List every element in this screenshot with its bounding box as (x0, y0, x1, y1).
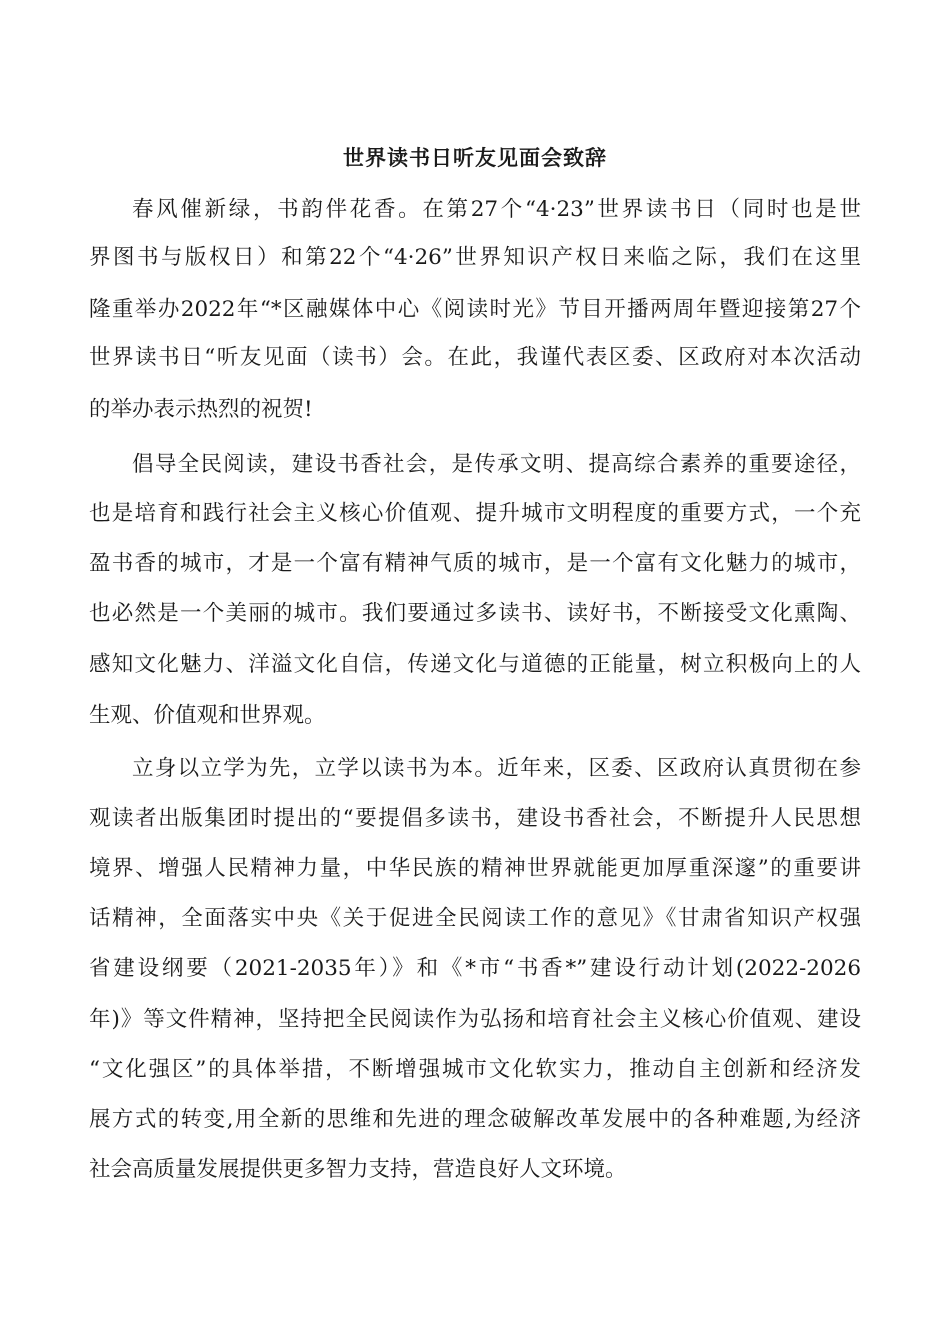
document-title: 世界读书日听友见面会致辞 (343, 145, 607, 170)
paragraph-3-line-2: 观读者出版集团时提出的“要提倡多读书，建设书香社会，不断提升人民思想 (89, 806, 861, 831)
paragraph-3-line-9: 社会高质量发展提供更多智力支持，营造良好人文环境。 (89, 1157, 627, 1182)
paragraph-3-line-4: 话精神，全面落实中央《关于促进全民阅读工作的意见》《甘肃省知识产权强 (89, 906, 861, 931)
paragraph-2-line-2: 也是培育和践行社会主义核心价值观、提升城市文明程度的重要方式，一个充 (89, 501, 861, 526)
paragraph-2-line-5: 感知文化魅力、洋溢文化自信，传递文化与道德的正能量，树立积极向上的人 (89, 652, 861, 677)
paragraph-3-line-5: 省建设纲要（2021-2035年）》和《*市“书香*”建设行动计划(2022-2026 (89, 956, 861, 981)
paragraph-1-line-1: 春风催新绿，书韵伴花香。在第27个“4·23”世界读书日（同时也是世 (132, 197, 861, 222)
paragraph-2-line-3: 盈书香的城市，才是一个富有精神气质的城市，是一个富有文化魅力的城市， (89, 551, 861, 576)
paragraph-3-line-3: 境界、增强人民精神力量，中华民族的精神世界就能更加厚重深邃”的重要讲 (89, 856, 861, 881)
paragraph-1-line-5: 的举办表示热烈的祝贺! (89, 397, 313, 422)
paragraph-2-line-6: 生观、价值观和世界观。 (89, 703, 326, 728)
paragraph-1-line-3: 隆重举办2022年“*区融媒体中心《阅读时光》节目开播两周年暨迎接第27个 (89, 297, 861, 322)
paragraph-1-line-4: 世界读书日“听友见面（读书）会。在此，我谨代表区委、区政府对本次活动 (89, 345, 861, 370)
paragraph-2-line-1: 倡导全民阅读，建设书香社会，是传承文明、提高综合素养的重要途径， (132, 452, 861, 477)
paragraph-3-line-8: 展方式的转变,用全新的思维和先进的理念破解改革发展中的各种难题,为经济 (89, 1107, 861, 1132)
paragraph-3-line-6: 年)》等文件精神，坚持把全民阅读作为弘扬和培育社会主义核心价值观、建设 (89, 1007, 861, 1032)
paragraph-2-line-4: 也必然是一个美丽的城市。我们要通过多读书、读好书，不断接受文化熏陶、 (89, 601, 861, 626)
paragraph-3-line-1: 立身以立学为先，立学以读书为本。近年来，区委、区政府认真贯彻在参 (132, 756, 861, 781)
paragraph-3-line-7: “文化强区”的具体举措，不断增强城市文化软实力，推动自主创新和经济发 (89, 1057, 861, 1082)
paragraph-1-line-2: 界图书与版权日）和第22个“4·26”世界知识产权日来临之际，我们在这里 (89, 245, 861, 270)
